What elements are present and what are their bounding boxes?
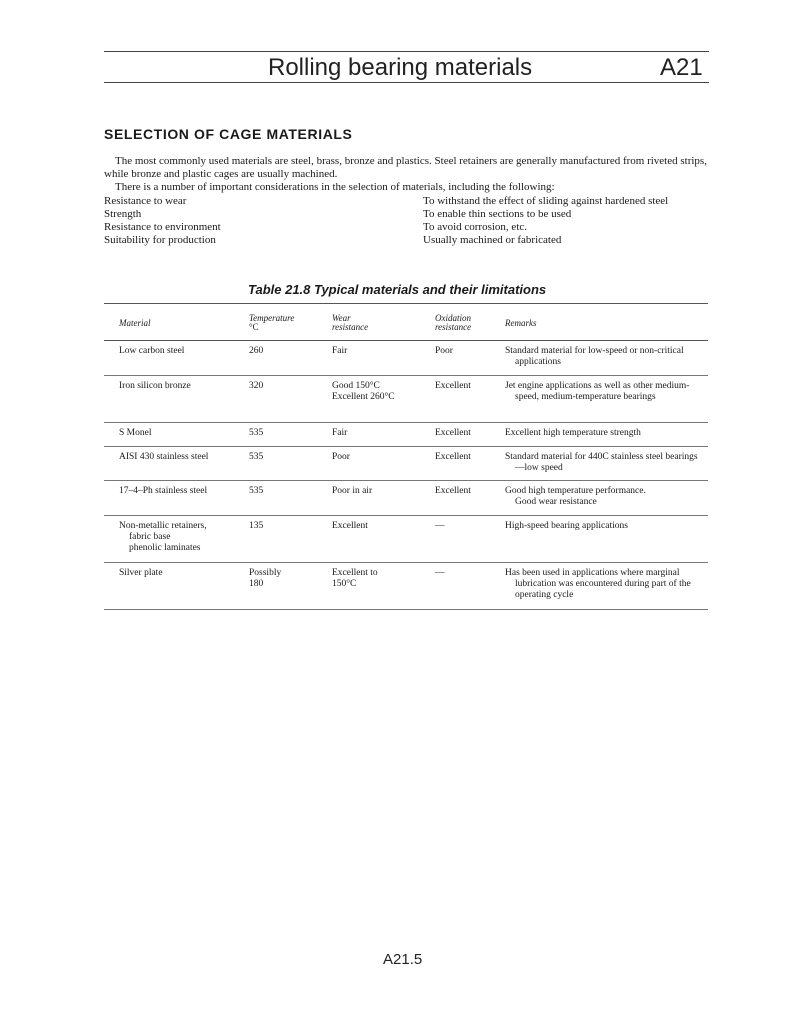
cell-temperature: Possibly 180	[249, 568, 282, 589]
cell-material: S Monel	[119, 428, 152, 438]
cell-oxidation: Excellent	[435, 381, 471, 391]
cell-material: Low carbon steel	[119, 346, 185, 356]
cell-material: 17–4–Ph stainless steel	[119, 486, 208, 496]
cell-remarks: Standard material for 440C stainless steel bearings—low speed	[505, 452, 698, 473]
cell-material: AISI 430 stainless steel	[119, 452, 209, 462]
cell-temperature: 535	[249, 452, 264, 462]
cell-temperature: 535	[249, 486, 264, 496]
considerations-list	[104, 195, 709, 247]
header-oxidation: Oxidation	[435, 313, 471, 323]
header-temperature-unit: °C	[249, 322, 259, 332]
intro-paragraph: There is a number of important considerations in the selection of materials, including the following:	[115, 181, 555, 193]
cell-wear: Excellent to 150°C	[332, 568, 378, 589]
cell-remarks: Standard material for low-speed or non-critical applications	[505, 346, 684, 367]
cell-material: Silver plate	[119, 568, 163, 578]
intro-text	[104, 155, 709, 194]
table-row	[104, 563, 708, 610]
table-row	[104, 423, 708, 447]
cell-remarks: Good high temperature performance. Good wear resistance	[505, 486, 646, 507]
cell-wear: Fair	[332, 428, 348, 438]
header-rule-top	[104, 51, 709, 52]
cell-material: Iron silicon bronze	[119, 381, 191, 391]
consideration-item: Resistance to environment	[104, 221, 221, 233]
consideration-note: To enable thin sections to be used	[423, 208, 572, 220]
table-caption: Table 21.8 Typical materials and their limitations	[248, 282, 547, 297]
cell-oxidation: —	[435, 521, 445, 531]
section-heading: SELECTION OF CAGE MATERIALS	[104, 126, 353, 142]
header-wear-2: resistance	[332, 322, 369, 332]
consideration-item: Resistance to wear	[104, 195, 187, 207]
table-row	[104, 447, 708, 481]
chapter-code: A21	[660, 54, 703, 81]
cell-remarks: Excellent high temperature strength	[505, 428, 641, 438]
header-oxidation-2: resistance	[435, 322, 472, 332]
page-title: Rolling bearing materials	[268, 54, 533, 81]
materials-table	[104, 303, 708, 610]
header-remarks: Remarks	[505, 318, 537, 328]
consideration-item: Suitability for production	[104, 234, 216, 246]
table-row	[104, 516, 708, 563]
cell-oxidation: Excellent	[435, 452, 471, 462]
consideration-item: Strength	[104, 208, 142, 220]
consideration-note: To avoid corrosion, etc.	[423, 221, 528, 233]
table-row	[104, 341, 708, 376]
cell-wear: Excellent	[332, 521, 368, 531]
cell-temperature: 260	[249, 346, 264, 356]
header-material: Material	[119, 318, 151, 328]
page-number: A21.5	[383, 951, 423, 968]
cell-remarks: Jet engine applications as well as other medium-speed, medium-temperature bearings	[505, 381, 690, 402]
consideration-row	[104, 234, 709, 247]
cell-wear: Good 150°C Excellent 260°C	[332, 381, 395, 402]
cell-temperature: 320	[249, 381, 264, 391]
table-header	[104, 303, 708, 341]
header-temperature: Temperature	[249, 313, 295, 323]
cell-oxidation: —	[435, 568, 445, 578]
cell-material: Non-metallic retainers, fabric base phenolic laminates	[119, 521, 207, 553]
cell-temperature: 535	[249, 428, 264, 438]
table-row	[104, 376, 708, 423]
cell-oxidation: Poor	[435, 346, 453, 356]
header-rule-bottom	[104, 82, 709, 83]
cell-remarks: Has been used in applications where marginal lubrication was encountered during part of the operating cycle	[505, 568, 691, 600]
cell-wear: Fair	[332, 346, 348, 356]
table-row	[104, 481, 708, 516]
cell-wear: Poor in air	[332, 486, 373, 496]
intro-paragraph: The most commonly used materials are steel, brass, bronze and plastics. Steel retainers are generally manufactured from riveted strips, while bronze and plastic cages are usually machined.	[104, 155, 707, 180]
consideration-row	[104, 221, 709, 234]
cell-remarks: High-speed bearing applications	[505, 521, 628, 531]
cell-wear: Poor	[332, 452, 350, 462]
consideration-row	[104, 208, 709, 221]
consideration-note: To withstand the effect of sliding against hardened steel	[423, 195, 669, 207]
consideration-row	[104, 195, 709, 208]
cell-oxidation: Excellent	[435, 486, 471, 496]
header-wear: Wear	[332, 313, 351, 323]
cell-oxidation: Excellent	[435, 428, 471, 438]
consideration-note: Usually machined or fabricated	[423, 234, 562, 246]
cell-temperature: 135	[249, 521, 264, 531]
